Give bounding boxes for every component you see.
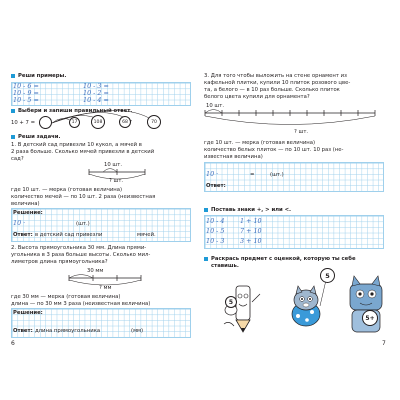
problem-text: 2 раза больше. Сколько мячей привезли в детский: [11, 149, 155, 155]
solution-equals: =: [250, 172, 255, 178]
compare-right: 1 + 10: [240, 217, 262, 225]
option-circle[interactable]: 108: [91, 115, 105, 129]
segment-diagram: [205, 107, 385, 131]
diagram-arc-bottom: [205, 116, 375, 125]
task-title: Раскрась предмет с оценкой, которую ты себе: [211, 256, 356, 262]
diagram-top-label: 10 шт.: [104, 162, 123, 168]
grade-balloon[interactable]: 5: [320, 268, 335, 283]
diagram-top-label: 30 мм: [87, 268, 104, 274]
answer-circle[interactable]: [39, 116, 52, 129]
solution-grid[interactable]: [204, 162, 384, 192]
task-bullet-icon: [204, 257, 208, 261]
diagram-arc-top: [205, 110, 222, 114]
problem-text: кафельной плитки, купили 10 плиток розового цве-: [204, 80, 351, 86]
answer-text: длина прямоугольника: [35, 328, 101, 334]
compare-grid[interactable]: [204, 215, 384, 249]
task-title: Реши примеры.: [18, 73, 67, 79]
problem-text: угольника в 3 раза больше высоты. Сколько мил-: [11, 252, 151, 258]
task-bullet-icon: [11, 135, 15, 139]
answer-text: в детский сад привезли: [35, 232, 103, 238]
problem-text: 1. В детский сад привезли 10 кукол, а мячей в: [11, 142, 142, 148]
compare-left: 10 - 5: [206, 227, 225, 235]
diagram-bottom-label: ? шт.: [294, 129, 309, 135]
option-circle[interactable]: 68: [119, 116, 131, 128]
page-number: 6: [11, 340, 15, 347]
note-text: известная величина): [204, 154, 263, 160]
solution-label: Решение:: [13, 310, 43, 316]
compare-left: 10 - 4: [206, 217, 225, 225]
grade-badge[interactable]: 5+: [362, 310, 378, 326]
note-text: количество белых плиток — по 10 шт. 10 раз (не-: [204, 147, 344, 153]
example: 10 - 3 =: [83, 82, 109, 90]
answer-unit: (мм): [131, 328, 144, 334]
diagram-top-label: 10 шт.: [206, 103, 225, 109]
pencil-character-icon: [224, 280, 264, 336]
compare-left: 10 - 3: [206, 237, 225, 245]
note-text: где 10 шт. — мерка (готовая величина): [11, 187, 123, 193]
problem-text: 3. Для того чтобы выложить на стене орнамент из: [204, 73, 347, 79]
page-number: 7: [382, 340, 386, 347]
task-bullet-icon: [11, 109, 15, 113]
example: 10 - 9 =: [13, 89, 39, 97]
option-circle[interactable]: 70: [147, 115, 161, 129]
task-title: Выбери и запиши правильный ответ.: [18, 108, 133, 114]
task-bullet-icon: [204, 208, 208, 212]
diagram-bottom-label: ? шт.: [109, 178, 124, 184]
example: 10 - 2 =: [83, 89, 109, 97]
example: 10 - 6 =: [13, 82, 39, 90]
solution-unit: (шт.): [270, 172, 284, 178]
note-text: где 30 мм — мерка (готовая величина): [11, 294, 121, 300]
solution-label: Решение:: [13, 210, 43, 216]
task-title: Поставь знаки +, > или <.: [211, 207, 292, 213]
option-circle[interactable]: 17: [69, 117, 80, 128]
robot-cat-character-icon: [344, 274, 388, 336]
right-page: [202, 58, 391, 348]
note-text: где 10 шт. — мерка (готовая величина): [204, 140, 316, 146]
task-title: ставишь.: [211, 263, 239, 269]
note-text: длина — по 30 мм 3 раза (неизвестная величина): [11, 301, 151, 307]
example: 10 - 4 =: [83, 96, 109, 104]
diagram-bottom-label: ? мм: [99, 285, 112, 291]
left-page: [9, 58, 198, 348]
solution-expression: 10 ·: [206, 170, 219, 178]
answer-label: Ответ:: [206, 183, 226, 189]
problem-text: 2. Высота прямоугольника 30 мм. Длина прями-: [11, 245, 147, 251]
note-text: величина): [11, 201, 40, 207]
solution-expression: 10 ·: [13, 219, 26, 227]
task-bullet-icon: [11, 74, 15, 78]
compare-right: 3 + 10: [240, 237, 262, 245]
answer-label: Ответ:: [13, 232, 33, 238]
problem-text: лиметров длина прямоугольника?: [11, 259, 108, 265]
answer-end: мячей.: [137, 232, 156, 238]
example: 10 - 5 =: [13, 96, 39, 104]
problem-text: сад?: [11, 156, 24, 162]
grade-badge[interactable]: 5: [225, 296, 237, 308]
solution-unit: (шт.): [76, 221, 90, 227]
problem-text: белого цвета купили для орнамента?: [204, 94, 310, 100]
workbook-spread: [9, 58, 391, 348]
task-title: Реши задачи.: [18, 134, 61, 140]
compare-right: 7 + 10: [240, 227, 262, 235]
answer-label: Ответ:: [13, 328, 33, 334]
equation: 10 + 7 =: [11, 120, 36, 126]
problem-text: та, а белого — в 10 раз больше. Сколько плиток: [204, 87, 340, 93]
note-text: количество мечей — по 10 шт. 2 раза (неизвестная: [11, 194, 156, 200]
